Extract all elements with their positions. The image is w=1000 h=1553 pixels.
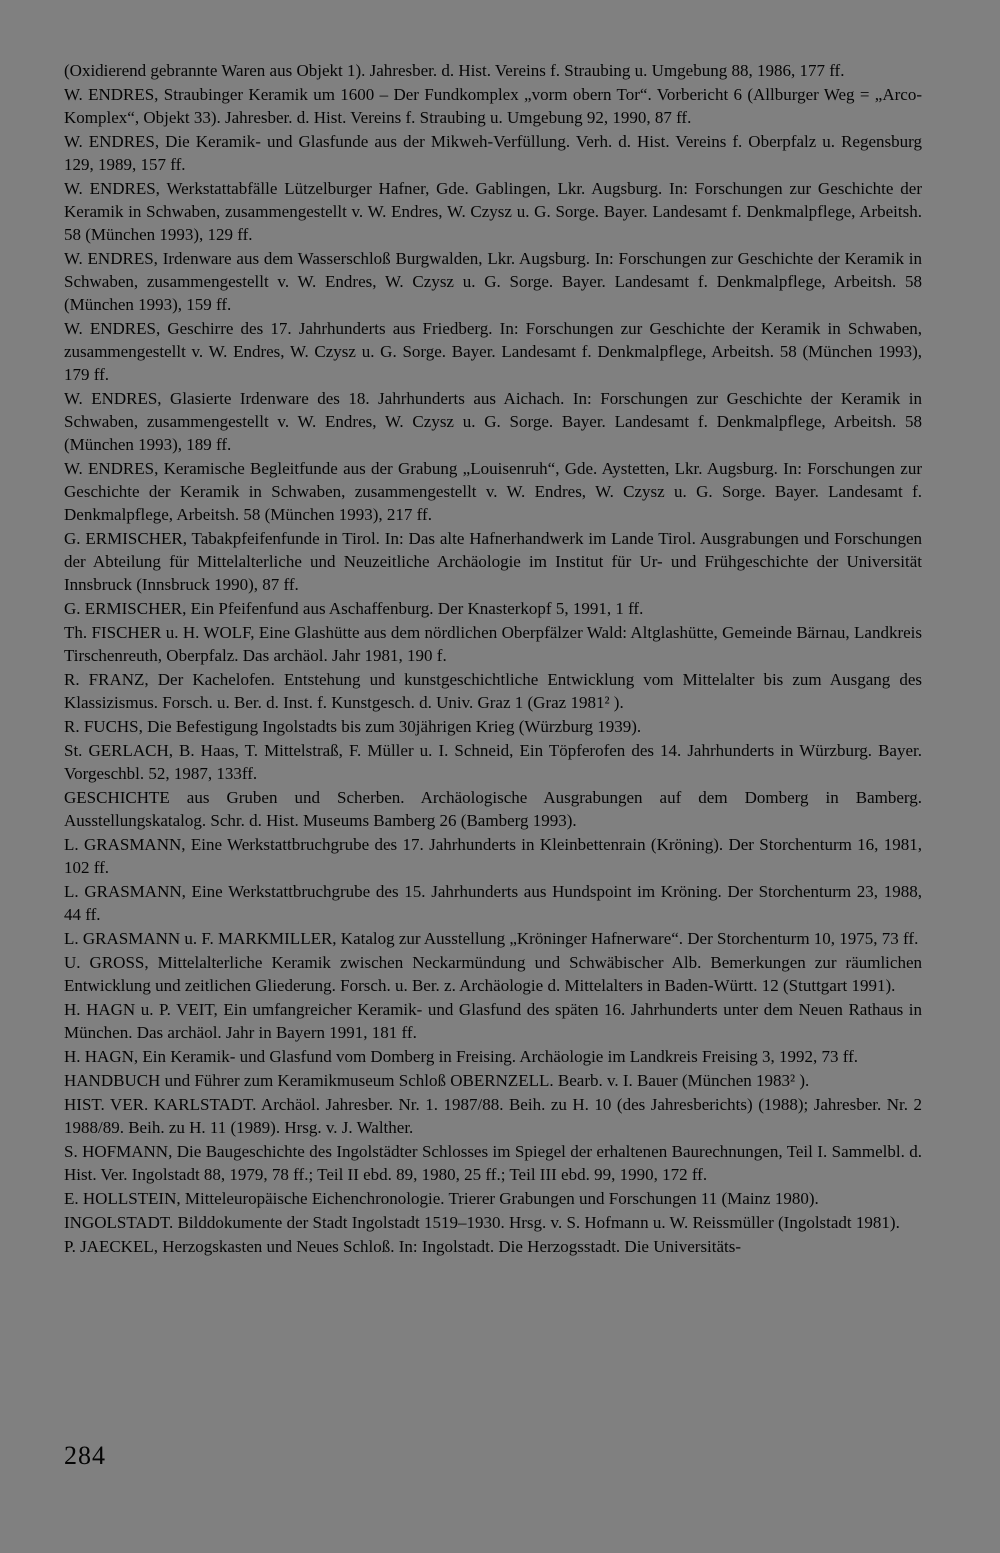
page-number: 284 [64,1441,106,1470]
bibliography-entry: E. HOLLSTEIN, Mitteleuropäische Eichenchronologie. Trierer Grabungen und Forschungen 11 (Mainz 1980). [64,1189,819,1208]
bibliography-entry: H. HAGN, Ein Keramik- und Glasfund vom Domberg in Freising. Archäologie im Landkreis Freising 3, 1992, 73 ff. [64,1047,859,1066]
bibliography-entry: W. ENDRES, Werkstattabfälle Lützelburger Hafner, Gde. Gablingen, Lkr. Augsburg. In: Forschungen zur Geschichte der Keramik in Schwaben, zusammengestellt v. W. Endres, W. Czysz u. G. Sorge. Bayer. Landesamt f. Denkmalpflege, Arbeitsh. 58 (München 1993), 129 ff. [64,179,922,244]
bibliography-entry: P. JAECKEL, Herzogskasten und Neues Schloß. In: Ingolstadt. Die Herzogsstadt. Die Universitäts- [64,1237,742,1256]
bibliography-entry: L. GRASMANN u. F. MARKMILLER, Katalog zur Ausstellung „Kröninger Hafnerware“. Der Storchenturm 10, 1975, 73 ff. [64,929,919,948]
bibliography-entry: W. ENDRES, Die Keramik- und Glasfunde aus der Mikweh-Verfüllung. Verh. d. Hist. Vereins f. Oberpfalz u. Regensburg 129, 1989, 157 ff. [64,132,922,174]
bibliography-entry: L. GRASMANN, Eine Werkstattbruchgrube des 17. Jahrhunderts in Kleinbettenrain (Kröning). Der Storchenturm 16, 1981, 102 ff. [64,835,922,877]
bibliography-entry: S. HOFMANN, Die Baugeschichte des Ingolstädter Schlosses im Spiegel der erhaltenen Baurechnungen, Teil I. Sammelbl. d. Hist. Ver. Ingolstadt 88, 1979, 78 ff.; Teil II ebd. 89, 1980, 25 ff.; Teil III ebd. 99, 1990, 172 ff. [64,1142,922,1184]
bibliography-entry: HIST. VER. KARLSTADT. Archäol. Jahresber. Nr. 1. 1987/88. Beih. zu H. 10 (des Jahresberichts) (1988); Jahresber. Nr. 2 1988/89. Beih. zu H. 11 (1989). Hrsg. v. J. Walther. [64,1095,922,1137]
bibliography-entry: R. FRANZ, Der Kachelofen. Entstehung und kunstgeschichtliche Entwicklung vom Mittelalter bis zum Ausgang des Klassizismus. Forsch. u. Ber. d. Inst. f. Kunstgesch. d. Univ. Graz 1 (Graz 1981² ). [64,670,922,712]
bibliography-entry: Th. FISCHER u. H. WOLF, Eine Glashütte aus dem nördlichen Oberpfälzer Wald: Altglashütte, Gemeinde Bärnau, Landkreis Tirschenreuth, Oberpfalz. Das archäol. Jahr 1981, 190 f. [64,623,922,665]
bibliography-entry: H. HAGN u. P. VEIT, Ein umfangreicher Keramik- und Glasfund des späten 16. Jahrhunderts unter dem Neuen Rathaus in München. Das archäol. Jahr in Bayern 1991, 181 ff. [64,1000,922,1042]
bibliography-entry: G. ERMISCHER, Tabakpfeifenfunde in Tirol. In: Das alte Hafnerhandwerk im Lande Tirol. Ausgrabungen und Forschungen der Abteilung für Mittelalterliche und Neuzeitliche Archäologie im Institut für Ur- und Frühgeschichte der Universität Innsbruck (Innsbruck 1990), 87 ff. [64,529,922,594]
bibliography-entry: W. ENDRES, Keramische Begleitfunde aus der Grabung „Louisenruh“, Gde. Aystetten, Lkr. Augsburg. In: Forschungen zur Geschichte der Keramik in Schwaben, zusammengestellt v. W. Endres, W. Czysz u. G. Sorge. Bayer. Landesamt f. Denkmalpflege, Arbeitsh. 58 (München 1993), 217 ff. [64,459,922,524]
bibliography-entry: U. GROSS, Mittelalterliche Keramik zwischen Neckarmündung und Schwäbischer Alb. Bemerkungen zur räumlichen Entwicklung und zeitlichen Gliederung. Forsch. u. Ber. z. Archäologie d. Mittelalters in Baden-Württ. 12 (Stuttgart 1991). [64,953,922,995]
bibliography-entry: G. ERMISCHER, Ein Pfeifenfund aus Aschaffenburg. Der Knasterkopf 5, 1991, 1 ff. [64,599,644,618]
bibliography-entry: R. FUCHS, Die Befestigung Ingolstadts bis zum 30jährigen Krieg (Würzburg 1939). [64,717,642,736]
bibliography-entry: W. ENDRES, Irdenware aus dem Wasserschloß Burgwalden, Lkr. Augsburg. In: Forschungen zur Geschichte der Keramik in Schwaben, zusammengestellt v. W. Endres, W. Czysz u. G. Sorge. Bayer. Landesamt f. Denkmalpflege, Arbeitsh. 58 (München 1993), 159 ff. [64,249,922,314]
bibliography-entry: St. GERLACH, B. Haas, T. Mittelstraß, F. Müller u. I. Schneid, Ein Töpferofen des 14. Jahrhunderts in Würzburg. Bayer. Vorgeschbl. 52, 1987, 133ff. [64,741,922,783]
bibliography-entry: INGOLSTADT. Bilddokumente der Stadt Ingolstadt 1519–1930. Hrsg. v. S. Hofmann u. W. Reissmüller (Ingolstadt 1981). [64,1213,900,1232]
bibliography-entry: GESCHICHTE aus Gruben und Scherben. Archäologische Ausgrabungen auf dem Domberg in Bamberg. Ausstellungskatalog. Schr. d. Hist. Museums Bamberg 26 (Bamberg 1993). [64,788,922,830]
bibliography-entry: W. ENDRES, Glasierte Irdenware des 18. Jahrhunderts aus Aichach. In: Forschungen zur Geschichte der Keramik in Schwaben, zusammengestellt v. W. Endres, W. Czysz u. G. Sorge. Bayer. Landesamt f. Denkmalpflege, Arbeitsh. 58 (München 1993), 189 ff. [64,389,922,454]
bibliography-entry: W. ENDRES, Straubinger Keramik um 1600 – Der Fundkomplex „vorm obern Tor“. Vorbericht 6 (Allburger Weg = „Arco-Komplex“, Objekt 33). Jahresber. d. Hist. Vereins f. Straubing u. Umgebung 92, 1990, 87 ff. [64,85,922,127]
bibliography-entry: HANDBUCH und Führer zum Keramikmuseum Schloß OBERNZELL. Bearb. v. I. Bauer (München 1983² ). [64,1071,810,1090]
bibliography-entry: L. GRASMANN, Eine Werkstattbruchgrube des 15. Jahrhunderts aus Hundspoint im Kröning. Der Storchenturm 23, 1988, 44 ff. [64,882,922,924]
bibliography-entry: (Oxidierend gebrannte Waren aus Objekt 1). Jahresber. d. Hist. Vereins f. Straubing u. Umgebung 88, 1986, 177 ff. [64,61,845,80]
bibliography-page [64,59,922,1259]
bibliography-entry: W. ENDRES, Geschirre des 17. Jahrhunderts aus Friedberg. In: Forschungen zur Geschichte der Keramik in Schwaben, zusammengestellt v. W. Endres, W. Czysz u. G. Sorge. Bayer. Landesamt f. Denkmalpflege, Arbeitsh. 58 (München 1993), 179 ff. [64,319,922,384]
